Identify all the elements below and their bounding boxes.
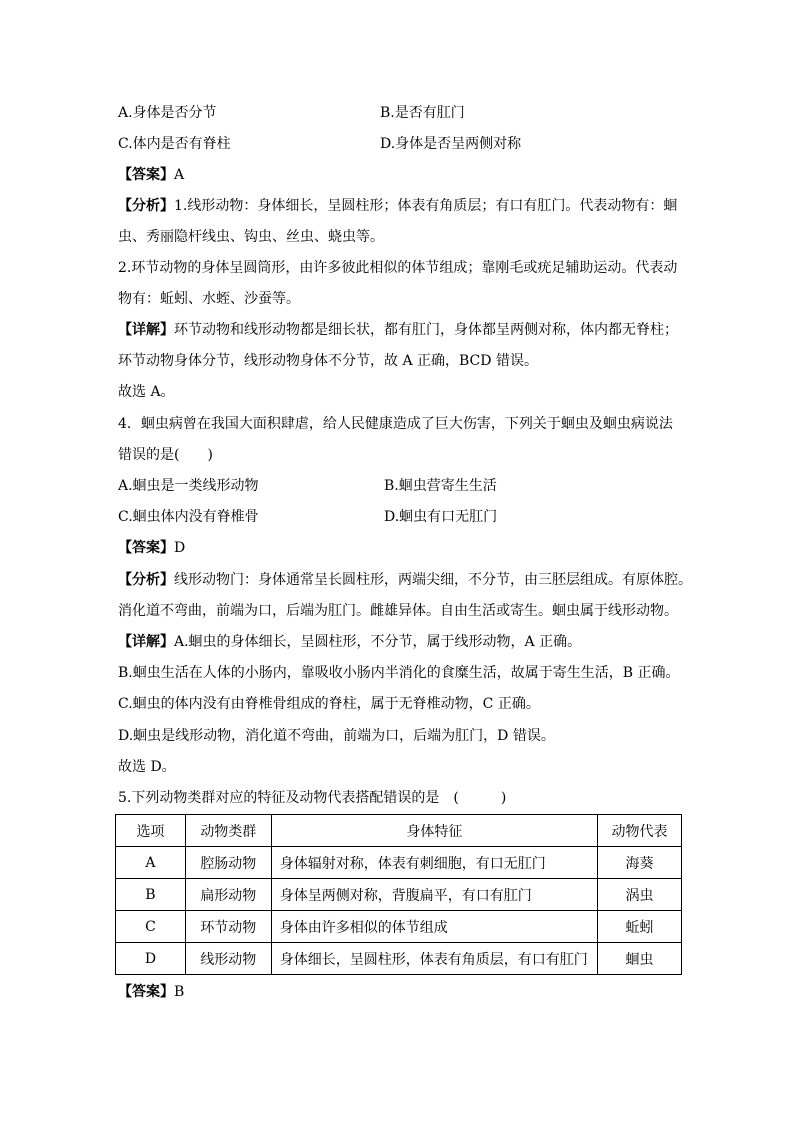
cell-representative: 蛔虫 <box>598 943 682 975</box>
analysis-text: 线形动物门：身体通常呈长圆柱形，两端尖细，不分节，由三胚层组成。有原体腔。 <box>174 572 692 588</box>
detail-text: 环节动物和线形动物都是细长状，都有肛门，身体都呈两侧对称，体内都无脊柱； <box>174 322 678 338</box>
q4-option-a: A.蛔虫是一类线形动物 <box>118 478 259 494</box>
q4-detail-line-3: C.蛔虫的体内没有由脊椎骨组成的脊柱，属于无脊椎动物，C 正确。 <box>118 696 540 712</box>
detail-tag: 【详解】 <box>118 634 174 650</box>
header-feature: 身体特征 <box>271 815 597 847</box>
detail-text: A.蛔虫的身体细长，呈圆柱形，不分节，属于线形动物，A 正确。 <box>174 634 582 650</box>
q3-detail-line-1 <box>118 320 678 340</box>
table-row <box>116 879 682 911</box>
q3-answer <box>118 165 184 185</box>
header-option: 选项 <box>116 815 186 847</box>
q4-conclusion: 故选 D。 <box>118 759 176 775</box>
cell-group: 扁形动物 <box>185 879 271 911</box>
table-header-row <box>116 815 682 847</box>
cell-group: 线形动物 <box>185 943 271 975</box>
q4-option-d: D.蛔虫有口无肛门 <box>384 509 498 525</box>
answer-value: D <box>174 540 186 556</box>
header-group: 动物类群 <box>185 815 271 847</box>
q4-analysis-line-2: 消化道不弯曲，前端为口，后端为肛门。雌雄异体。自由生活或寄生。蛔虫属于线形动物。 <box>118 603 678 619</box>
q4-detail-line-2: B.蛔虫生活在人体的小肠内，靠吸收小肠内半消化的食糜生活，故属于寄生生活，B 正确。 <box>118 665 680 681</box>
cell-representative: 涡虫 <box>598 879 682 911</box>
answer-tag: 【答案】 <box>118 540 174 556</box>
table-row <box>116 911 682 943</box>
q5-table <box>115 814 682 975</box>
q4-option-b: B.蛔虫营寄生生活 <box>384 478 497 494</box>
q3-analysis-line-1 <box>118 196 677 216</box>
q5-answer <box>118 982 184 1002</box>
header-representative: 动物代表 <box>598 815 682 847</box>
q5-stem: 5.下列动物类群对应的特征及动物代表搭配错误的是 ( ) <box>118 790 507 806</box>
q3-detail-line-2: 环节动物身体分节，线形动物身体不分节，故 A 正确，BCD 错误。 <box>118 353 538 369</box>
q3-analysis-line-4: 物有：蚯蚓、水蛭、沙蚕等。 <box>118 291 300 307</box>
q3-conclusion: 故选 A。 <box>118 384 175 400</box>
q4-analysis-line-1 <box>118 570 692 590</box>
q3-analysis-line-2: 虫、秀丽隐杆线虫、钩虫、丝虫、蛲虫等。 <box>118 229 384 245</box>
table-row <box>116 847 682 879</box>
q3-option-d: D.身体是否呈两侧对称 <box>380 136 522 152</box>
cell-option: A <box>116 847 186 879</box>
detail-tag: 【详解】 <box>118 322 174 338</box>
cell-representative: 海葵 <box>598 847 682 879</box>
q3-analysis-line-3: 2.环节动物的身体呈圆筒形，由许多彼此相似的体节组成；靠刚毛或疣足辅助运动。代表动 <box>118 260 678 276</box>
answer-tag: 【答案】 <box>118 984 174 1000</box>
q3-option-c: C.体内是否有脊柱 <box>118 136 231 152</box>
q4-stem-line-2: 错误的是( ) <box>118 447 213 463</box>
cell-group: 腔肠动物 <box>185 847 271 879</box>
answer-value: A <box>174 167 185 183</box>
table-row <box>116 943 682 975</box>
cell-option: B <box>116 879 186 911</box>
cell-feature: 身体呈两侧对称，背腹扁平，有口有肛门 <box>271 879 597 911</box>
q3-option-a: A.身体是否分节 <box>118 105 217 121</box>
q4-detail-line-1 <box>118 632 581 652</box>
q4-detail-line-4: D.蛔虫是线形动物，消化道不弯曲，前端为口，后端为肛门，D 错误。 <box>118 728 555 744</box>
analysis-tag: 【分析】 <box>118 198 174 214</box>
analysis-tag: 【分析】 <box>118 572 174 588</box>
cell-representative: 蚯蚓 <box>598 911 682 943</box>
cell-feature: 身体辐射对称，体表有刺细胞，有口无肛门 <box>271 847 597 879</box>
cell-option: D <box>116 943 186 975</box>
cell-option: C <box>116 911 186 943</box>
q4-answer <box>118 538 185 558</box>
cell-feature: 身体细长，呈圆柱形，体表有角质层，有口有肛门 <box>271 943 597 975</box>
q3-option-b: B.是否有肛门 <box>380 105 465 121</box>
analysis-text: 1.线形动物：身体细长，呈圆柱形；体表有角质层；有口有肛门。代表动物有：蛔 <box>174 198 678 214</box>
answer-tag: 【答案】 <box>118 167 174 183</box>
answer-value: B <box>174 984 185 1000</box>
q4-option-c: C.蛔虫体内没有脊椎骨 <box>118 509 259 525</box>
cell-group: 环节动物 <box>185 911 271 943</box>
cell-feature: 身体由许多相似的体节组成 <box>271 911 597 943</box>
q4-stem-line-1: 4．蛔虫病曾在我国大面积肆虐，给人民健康造成了巨大伤害，下列关于蛔虫及蛔虫病说法 <box>118 416 673 432</box>
